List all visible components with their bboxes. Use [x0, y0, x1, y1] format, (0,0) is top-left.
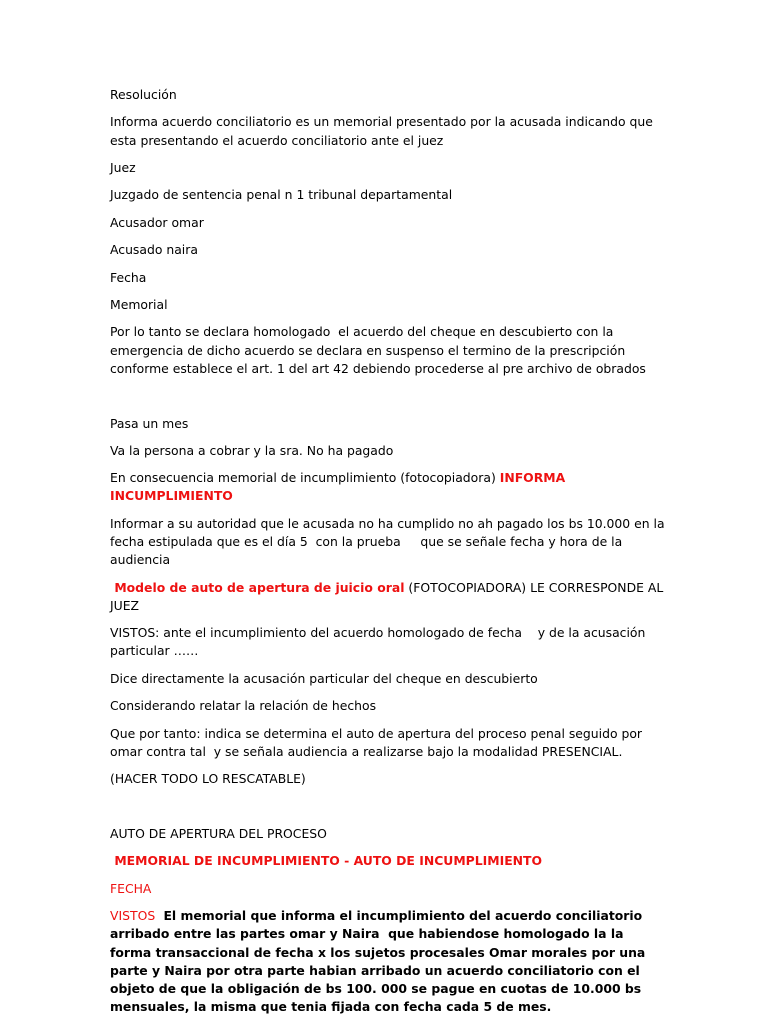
consecuencia-text: En consecuencia memorial de incumplimiento (fotocopiadora) [110, 470, 500, 486]
paragraph-vistos-incumplimiento: VISTOS: ante el incumplimiento del acuerdo homologado de fecha y de la acusación particular …… [110, 625, 650, 659]
heading-resolucion: Resolución [110, 87, 177, 102]
paragraph-acusado: Acusado naira [110, 242, 198, 258]
vistos-body: El memorial que informa el incumplimiento del acuerdo conciliatorio arribado entre las partes omar y Naira que habiendose homologado la la forma transaccional de fecha x los sujetos procesales Omar morales por una parte y Naira por otra parte habian arribado un acuerdo conciliatorio con el objeto de que la obligación de bs 100. 000 se pague en cuotas de 10.000 bs mensuales, la misma que tenia fijada con fecha cada 5 de mes. [110, 908, 650, 1015]
label-memorial: Memorial [110, 296, 168, 312]
paragraph-informar-autoridad: Informar a su autoridad que le acusada no ha cumplido no ah pagado los bs 10.000 en la fecha estipulada que es el día 5 con la prueba que se señale fecha y hora de la audiencia [110, 515, 669, 568]
label-fecha-red: FECHA [110, 880, 152, 896]
modelo-auto-highlight: Modelo de auto de apertura de juicio oral [110, 579, 405, 595]
paragraph-consecuencia [110, 469, 668, 505]
paragraph-pasa-un-mes: Pasa un mes [110, 415, 189, 431]
label-fecha: Fecha [110, 269, 147, 285]
fotocopiadora-text: (FOTOCOPIADORA) LE CORRESPONDE AL JUEZ [110, 579, 668, 613]
paragraph-acusador: Acusador omar [110, 214, 204, 230]
paragraph-por-tanto: Que por tanto: indica se determina el auto de apertura del proceso penal seguido por omar contra tal y se señala audiencia a realizarse bajo la modalidad PRESENCIAL. [110, 725, 646, 759]
label-juez: Juez [110, 159, 136, 175]
paragraph-homologado: Por lo tanto se declara homologado el acuerdo del cheque en descubierto con la emergencia de dicho acuerdo se declara en suspenso el termino de la prescripción conforme establece el art. 1 del art 42 debiendo procederse al pre archivo de obrados [110, 324, 646, 376]
paragraph-informa-acuerdo: Informa acuerdo conciliatorio es un memorial presentado por la acusada indicando que esta presentando el acuerdo conciliatorio ante el juez [110, 114, 657, 148]
heading-memorial-incumplimiento: MEMORIAL DE INCUMPLIMIENTO - AUTO DE INCUMPLIMIENTO [110, 853, 543, 869]
blank-line [110, 387, 668, 405]
paragraph-hacer-rescatable: (HACER TODO LO RESCATABLE) [110, 771, 306, 787]
paragraph-vistos-memorial [110, 907, 668, 1016]
heading-auto-apertura: AUTO DE APERTURA DEL PROCESO [110, 826, 327, 841]
paragraph-considerando: Considerando relatar la relación de hechos [110, 698, 377, 714]
vistos-label: VISTOS [110, 908, 160, 924]
paragraph-dice-directamente: Dice directamente la acusación particular del cheque en descubierto [110, 670, 538, 686]
paragraph-cobrar: Va la persona a cobrar y la sra. No ha pagado [110, 442, 394, 458]
blank-line [110, 798, 668, 816]
informa-incumplimiento-highlight: INFORMA INCUMPLIMIENTO [110, 470, 570, 504]
paragraph-juzgado: Juzgado de sentencia penal n 1 tribunal departamental [110, 187, 453, 203]
paragraph-modelo-auto [110, 579, 668, 615]
